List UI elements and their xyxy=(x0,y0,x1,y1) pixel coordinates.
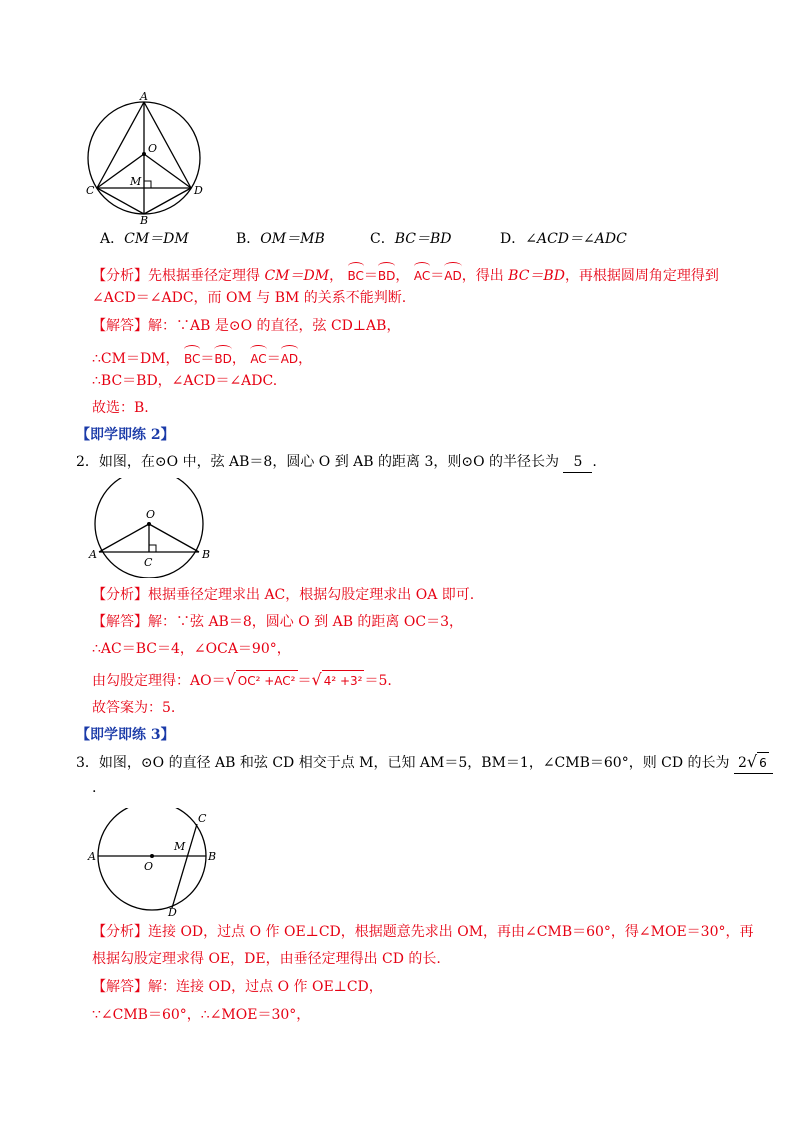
q2-analysis xyxy=(92,585,474,605)
solution-text: 解：∵弦 AB＝8，圆心 O 到 AB 的距离 OC＝3， xyxy=(148,614,463,630)
analysis-text: 根据垂径定理求出 AC，根据勾股定理求出 OA 即可. xyxy=(148,587,475,603)
q2-answer: 5 xyxy=(563,452,592,473)
q3-stem xyxy=(76,752,773,774)
q2-solution-line-3: 由勾股定理得：AO＝√ OC² +AC² ＝√ 4² +3² ＝5. xyxy=(92,670,392,689)
equals: ＝ xyxy=(200,351,215,367)
solution-tag: 【解答】 xyxy=(92,614,148,630)
analysis-tag: 【分析】 xyxy=(92,268,148,284)
figure-2-circle-diagram xyxy=(86,478,216,578)
option-c-letter: C． xyxy=(370,231,395,247)
equals: ＝ xyxy=(430,268,445,284)
q3-period: . xyxy=(92,780,97,796)
option-c-text: BC＝BD xyxy=(394,231,452,247)
option-a-letter: A． xyxy=(100,231,125,247)
q3-stem-text: 3．如图，⊙O 的直径 AB 和弦 CD 相交于点 M，已知 AM＝5，BM＝1，∠CMB＝60°，则 CD 的长为 xyxy=(76,755,730,771)
q3-answer-radicand: 6 xyxy=(757,752,769,773)
q3-analysis-line-1 xyxy=(92,922,754,942)
analysis-tag: 【分析】 xyxy=(92,924,148,940)
analysis-tag: 【分析】 xyxy=(92,587,148,603)
analysis-text: ，得出 xyxy=(461,268,509,284)
q2-solution-line-1 xyxy=(92,612,463,632)
fig1-label-m: M xyxy=(130,175,142,188)
arc-bd: BD xyxy=(378,260,395,286)
section-heading-3: 【即学即练 3】 xyxy=(76,727,175,743)
figure-1-circle-diagram xyxy=(80,90,220,225)
fig3-label-c: C xyxy=(198,812,207,825)
arc-ac: AC xyxy=(414,260,430,286)
arc-bc: BC xyxy=(348,260,364,286)
analysis-text: ，再根据圆周角定理得到 xyxy=(564,268,719,284)
section-heading-2: 【即学即练 2】 xyxy=(76,427,175,443)
sqrt-expression-2: 4² +3² xyxy=(322,670,365,691)
arc-ad: AD xyxy=(281,343,298,369)
analysis-text: 连接 OD，过点 O 作 OE⊥CD，根据题意先求出 OM，再由∠CMB＝60°，得∠MOE＝30°，再 xyxy=(148,924,754,940)
q1-solution-line-1 xyxy=(92,316,400,336)
q3-answer: 2√ 6 xyxy=(734,752,773,774)
option-d-letter: D． xyxy=(500,231,526,247)
solution-tag: 【解答】 xyxy=(92,979,148,995)
fig3-label-d: D xyxy=(168,906,177,918)
fig3-label-a: A xyxy=(88,850,96,863)
option-b-letter: B． xyxy=(236,231,261,247)
arc-bd: BD xyxy=(214,343,231,369)
solution-tag: 【解答】 xyxy=(92,318,148,334)
q1-solution-line-3: ∴BC＝BD，∠ACD＝∠ADC. xyxy=(92,373,278,389)
fig3-label-b: B xyxy=(208,850,217,863)
equals: ＝ xyxy=(363,268,378,284)
q1-solution-line-2: ∴CM＝DM， BC＝BD， AC＝AD， xyxy=(92,343,312,369)
fig1-label-d: D xyxy=(194,184,203,197)
analysis-text: CM＝DM xyxy=(264,268,330,284)
q2-stem-text: 2．如图，在⊙O 中，弦 AB＝8，圆心 O 到 AB 的距离 3，则⊙O 的半径长为 xyxy=(76,454,560,470)
analysis-text: 先根据垂径定理得 xyxy=(148,268,265,284)
fig1-label-a: A xyxy=(140,90,148,103)
fig2-label-a: A xyxy=(89,548,97,561)
fig2-label-o: O xyxy=(146,508,156,521)
fig1-label-b: B xyxy=(140,214,149,225)
q3-solution-line-2: ∵∠CMB＝60°，∴∠MOE＝30°， xyxy=(92,1007,311,1023)
solution-text: 由勾股定理得：AO＝ xyxy=(92,673,226,689)
q2-final: 故答案为：5. xyxy=(92,700,176,716)
solution-text: 解：∵AB 是⊙O 的直径，弦 CD⊥AB， xyxy=(148,318,401,334)
q1-choice: 故选：B. xyxy=(92,400,149,416)
q1-analysis-line-1: 【分析】先根据垂径定理得 CM＝DM， BC＝BD， AC＝AD，得出 BC＝BD，再根据圆周角定理得到 xyxy=(92,260,719,286)
q1-options xyxy=(100,229,189,249)
fig2-label-c: C xyxy=(144,556,153,569)
fig3-label-o: O xyxy=(144,860,154,873)
sqrt-expression-1: OC² +AC² xyxy=(236,670,298,691)
figure-3-circle-diagram xyxy=(86,808,226,918)
arc-ac: AC xyxy=(250,343,266,369)
q2-solution-line-2: ∴AC＝BC＝4，∠OCA＝90°， xyxy=(92,641,291,657)
analysis-text: BC＝BD xyxy=(508,268,565,284)
solution-text: 解：连接 OD，过点 O 作 OE⊥CD， xyxy=(148,979,383,995)
q3-analysis-line-2: 根据勾股定理求得 OE，DE，由垂径定理得出 CD 的长. xyxy=(92,951,441,967)
fig1-label-c: C xyxy=(86,184,95,197)
q3-solution-line-1 xyxy=(92,977,383,997)
solution-text: ∴CM＝DM， xyxy=(92,351,180,367)
option-b-text: OM＝MB xyxy=(260,231,325,247)
q1-analysis-line-2: ∠ACD＝∠ADC，而 OM 与 BM 的关系不能判断. xyxy=(92,290,407,306)
solution-text: ＝5. xyxy=(364,673,392,689)
fig1-label-o: O xyxy=(148,142,158,155)
equals: ＝ xyxy=(266,351,281,367)
fig2-label-b: B xyxy=(202,548,211,561)
fig3-label-m: M xyxy=(174,840,186,853)
option-a-text: CM＝DM xyxy=(124,231,189,247)
option-d-text: ∠ACD＝∠ADC xyxy=(525,231,627,247)
arc-ad: AD xyxy=(444,260,461,286)
q2-period: . xyxy=(592,454,597,470)
q3-answer-coef: 2 xyxy=(738,755,747,771)
arc-bc: BC xyxy=(184,343,200,369)
q2-stem xyxy=(76,452,597,473)
